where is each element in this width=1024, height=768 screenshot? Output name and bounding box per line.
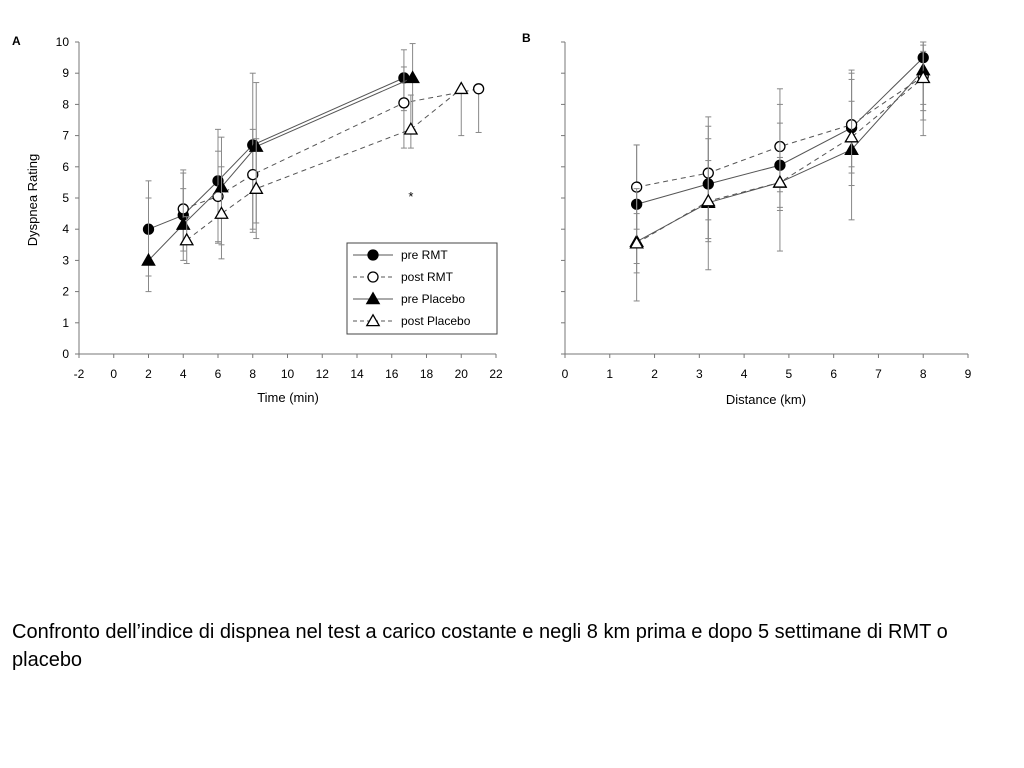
figure-caption: Confronto dell’indice di dispnea nel test a carico costante e negli 8 km prima e dopo 5 settimane di RMT o placebo bbox=[12, 621, 948, 671]
panel-a-y-tick-label: 6 bbox=[62, 159, 69, 174]
panel-b-x-axis-label: Distance (km) bbox=[725, 392, 807, 407]
panel-a-x-tick-label: 0 bbox=[110, 367, 118, 381]
panel-b-x-tick-label: 2 bbox=[651, 367, 658, 381]
panel-a-x-tick-label: 6 bbox=[214, 367, 222, 381]
panel-b-chart bbox=[561, 42, 972, 381]
panel-a-y-tick-label: 8 bbox=[62, 97, 69, 112]
panel-a-y-tick-label: 1 bbox=[62, 315, 69, 330]
panel-a-post-placebo-point bbox=[181, 234, 193, 245]
panel-a-post-rmt-point bbox=[474, 84, 484, 94]
panel-b-x-tick-label: 8 bbox=[919, 367, 927, 381]
panel-b-x-tick-label: 5 bbox=[785, 367, 793, 381]
panel-a-y-tick-label: 10 bbox=[55, 35, 69, 49]
panel-a-y-tick-label: 9 bbox=[62, 66, 69, 81]
panel-a-post-placebo-point bbox=[215, 207, 227, 218]
panel-b-x-tick-label: 9 bbox=[964, 367, 972, 381]
panel-a-x-tick-label: 4 bbox=[179, 367, 187, 381]
panel-a-x-tick-label: 18 bbox=[419, 367, 434, 381]
panel-a-chart bbox=[56, 35, 503, 381]
panel-a-x-tick-label: 10 bbox=[280, 367, 295, 381]
legend-label: pre Placebo bbox=[401, 292, 466, 306]
panel-a-y-tick-label: 3 bbox=[62, 253, 69, 268]
panel-a-legend bbox=[347, 243, 497, 334]
panel-b-x-tick-label: 3 bbox=[695, 367, 703, 381]
legend-label: post Placebo bbox=[401, 314, 471, 328]
legend-label: post RMT bbox=[401, 270, 454, 284]
legend-marker bbox=[368, 250, 378, 260]
panel-a-x-tick-label: 22 bbox=[489, 367, 503, 381]
legend-label: pre RMT bbox=[401, 248, 448, 262]
panel-a-x-axis-label: Time (min) bbox=[257, 390, 319, 405]
panel-a-y-tick-label: 2 bbox=[62, 284, 69, 299]
panel-a-x-tick-label: 8 bbox=[249, 367, 257, 381]
panel-b-x-tick-label: 1 bbox=[606, 367, 614, 381]
panel-a-post-placebo-point bbox=[405, 123, 417, 134]
panel-b-x-tick-label: 7 bbox=[875, 367, 882, 381]
panel-b-x-tick-label: 4 bbox=[740, 367, 748, 381]
panel-a-post-placebo-point bbox=[455, 83, 467, 94]
panel-a-y-tick-label: 4 bbox=[62, 222, 69, 237]
panel-a-y-tick-label: 7 bbox=[62, 128, 69, 143]
panel-a-post-placebo-point bbox=[250, 182, 262, 193]
panel-b-post-placebo-point bbox=[702, 195, 714, 206]
panel-b-post-placebo-point bbox=[845, 131, 857, 142]
legend-marker bbox=[368, 272, 378, 282]
panel-a-annotation: * bbox=[408, 188, 414, 204]
panel-a-y-axis-label: Dyspnea Rating bbox=[25, 153, 40, 247]
panel-b-post-placebo-point bbox=[774, 176, 786, 187]
panel-b-x-tick-label: 6 bbox=[830, 367, 838, 381]
panel-a-y-tick-label: 0 bbox=[62, 347, 69, 361]
panel-b-label: B bbox=[522, 31, 531, 45]
panel-a-x-tick-label: 2 bbox=[145, 367, 152, 381]
panel-a-x-tick-label: 20 bbox=[454, 367, 468, 381]
panel-a-x-tick-label: 14 bbox=[350, 367, 364, 381]
panel-a-y-tick-label: 5 bbox=[62, 191, 69, 205]
panel-a-x-tick-label: -2 bbox=[73, 367, 85, 381]
panel-a-x-tick-label: 16 bbox=[385, 367, 399, 381]
panel-a-x-tick-label: 12 bbox=[315, 367, 329, 381]
panel-a-label: A bbox=[12, 34, 21, 48]
panel-a-pre-placebo-line bbox=[149, 78, 413, 261]
panel-a-post-rmt-point bbox=[399, 98, 409, 108]
panel-b-x-tick-label: 0 bbox=[561, 367, 569, 381]
